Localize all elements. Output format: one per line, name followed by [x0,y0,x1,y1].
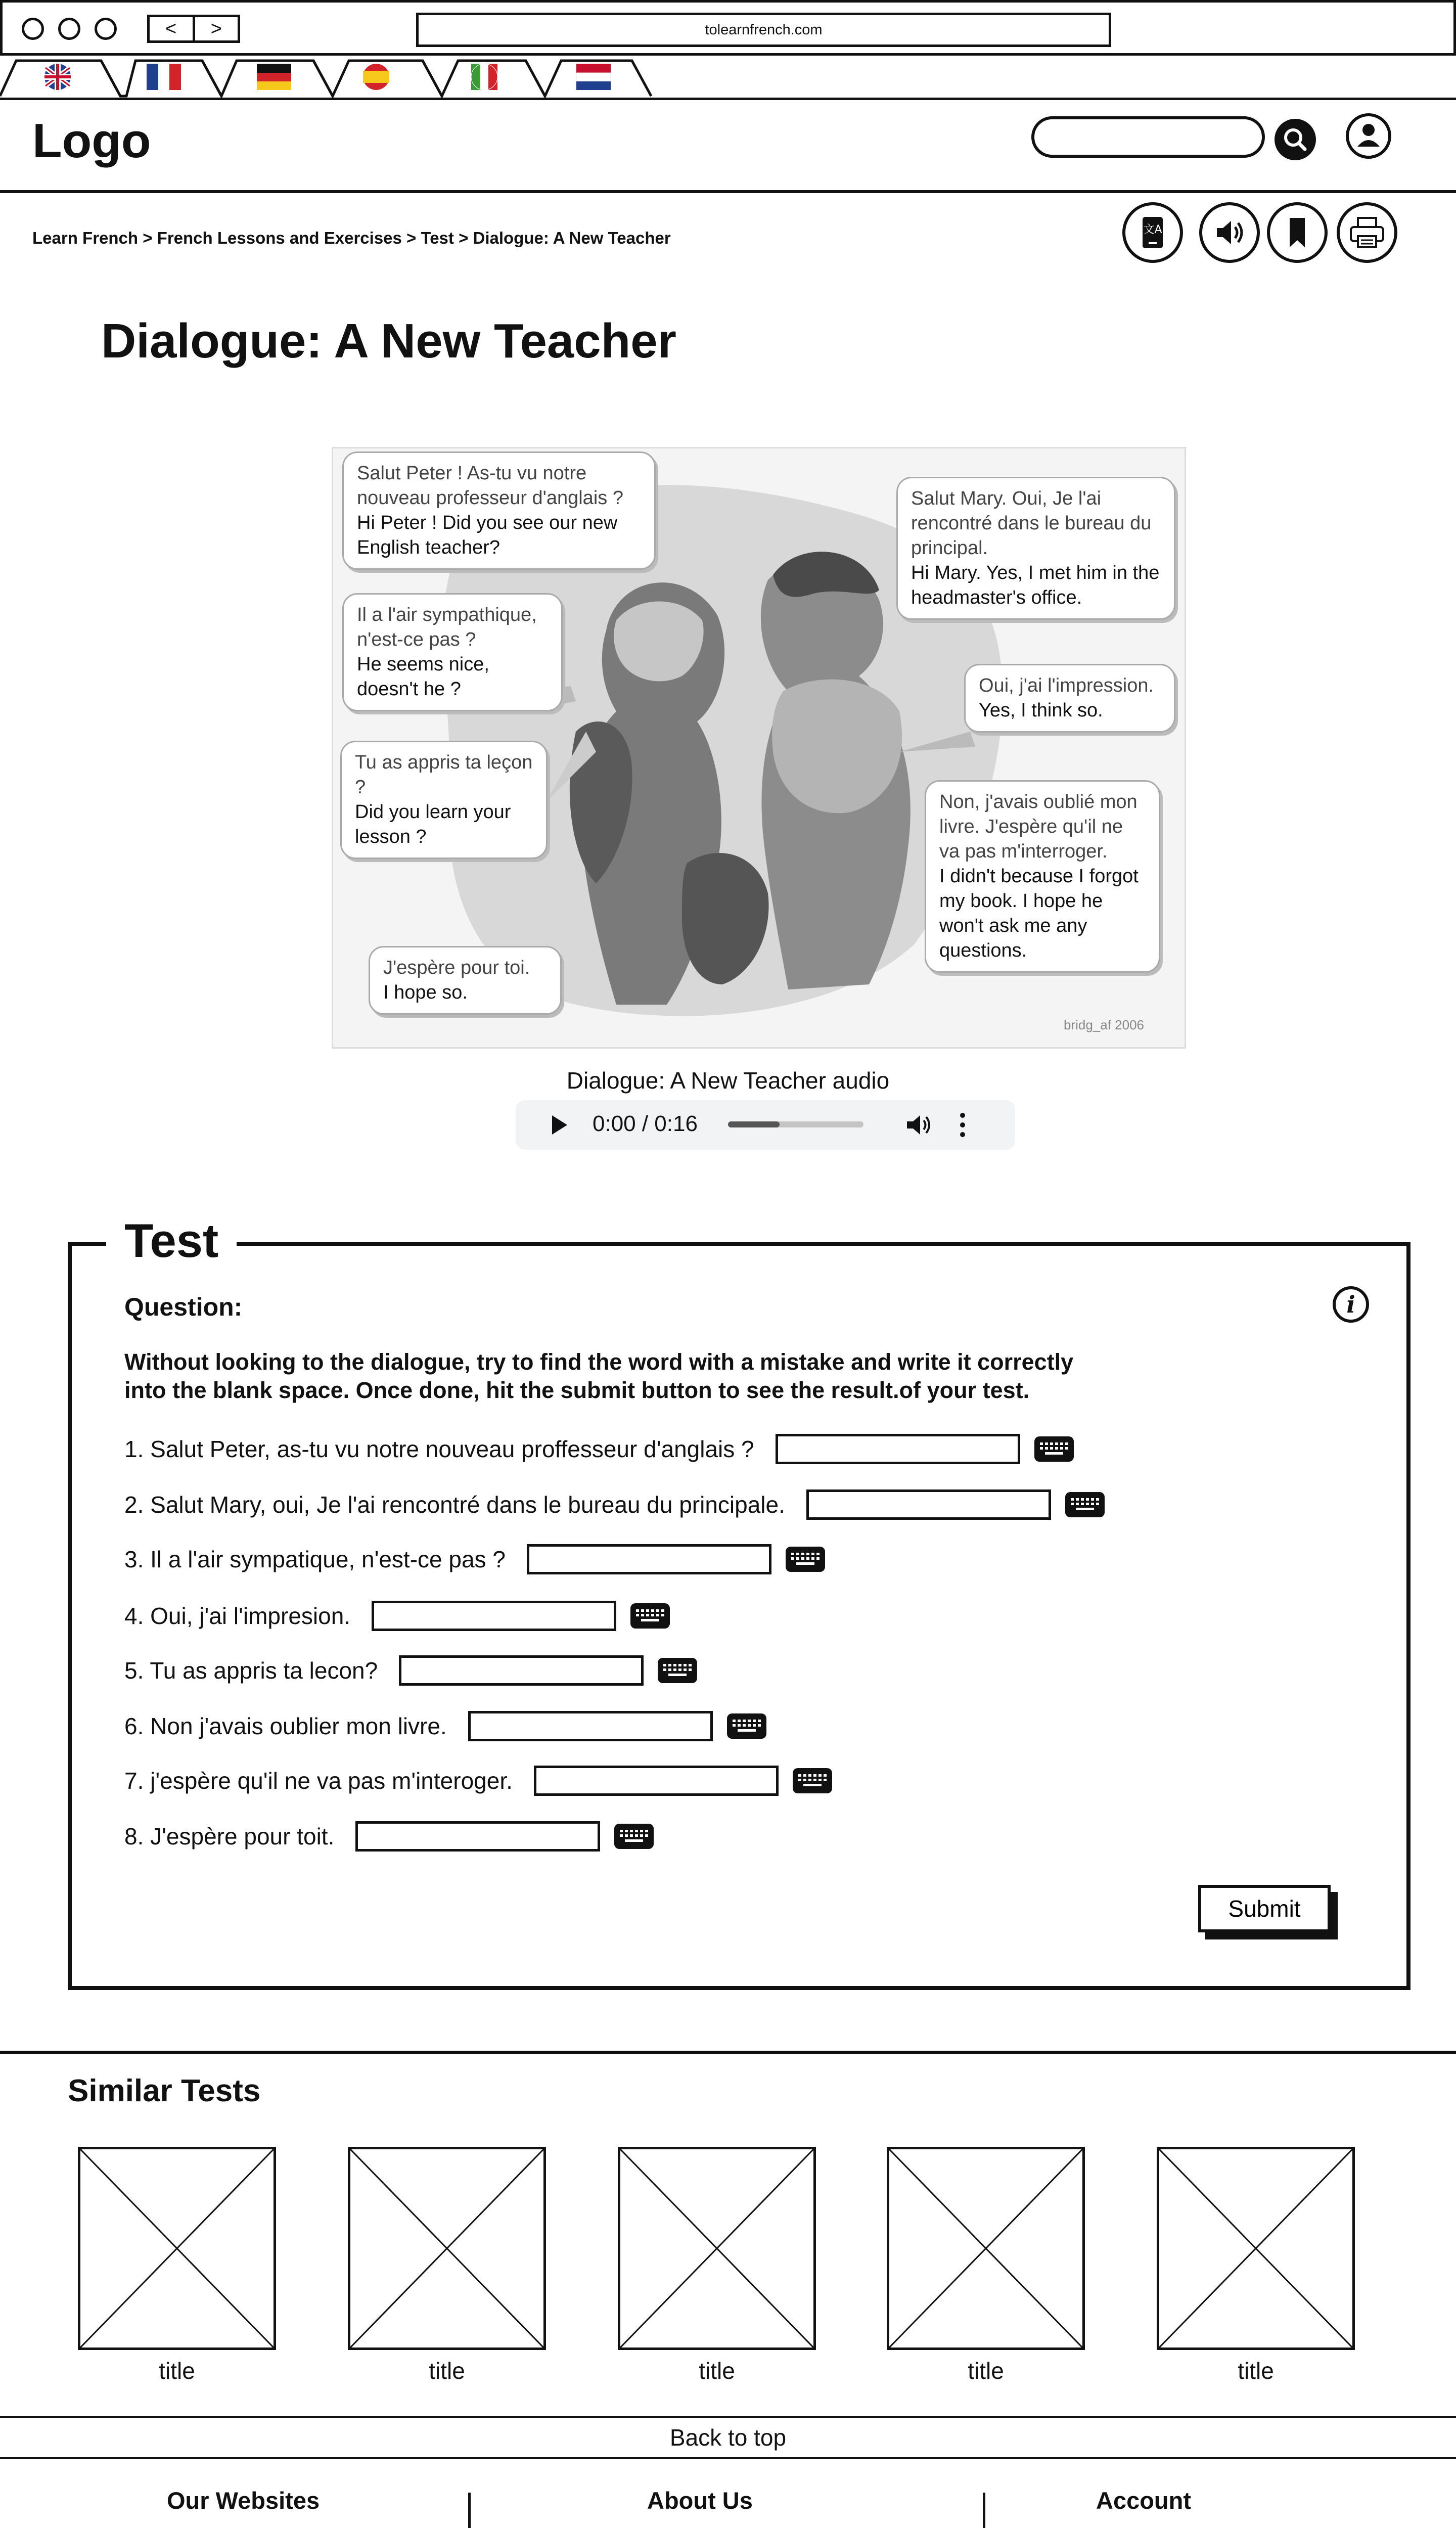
footer-about [647,2487,806,2528]
footer-divider [983,2493,985,2528]
audio-caption: Dialogue: A New Teacher audio [566,1067,890,1094]
thumbnail-title[interactable]: title [1238,2358,1274,2384]
more-options-icon[interactable] [958,1111,968,1139]
germany-flag-icon[interactable] [257,63,291,91]
bubble-french-text: Non, j'avais oublié mon livre. J'espère qu'il ne va pas m'interroger. [939,791,1138,862]
keyboard-icon[interactable] [786,1547,825,1572]
italy-flag-icon[interactable] [467,63,502,91]
bubble-english-text: I hope so. [383,982,468,1003]
svg-text:文A: 文A [1143,223,1162,236]
question-text: 1. Salut Peter, as-tu vu notre nouveau proffesseur d'anglais ? [124,1436,754,1462]
question-row [124,1600,670,1632]
footer-account [1096,2487,1200,2528]
window-maximize-control[interactable] [95,18,117,40]
section-divider [0,2051,1456,2054]
spain-flag-icon[interactable] [359,63,393,91]
keyboard-icon[interactable] [727,1713,766,1739]
bubble-french-text: Tu as appris ta leçon ? [355,752,533,798]
speech-bubble [369,946,562,1015]
bubble-french-text: Salut Mary. Oui, Je l'ai rencontré dans le bureau du principal. [911,488,1152,559]
footer-websites [167,2487,331,2528]
audio-progress-fill [728,1121,780,1127]
answer-input[interactable] [468,1711,713,1741]
speech-bubble [342,593,563,711]
bubble-english-text: I didn't because I forgot my book. I hope he won't ask me any questions. [939,866,1139,961]
answer-input[interactable] [372,1601,616,1631]
image-watermark: bridg_af 2006 [1063,1017,1144,1032]
keyboard-icon[interactable] [1034,1436,1074,1462]
thumbnail-title[interactable]: title [429,2358,465,2384]
speech-bubble [896,477,1175,620]
question-text: 5. Tu as appris ta lecon? [124,1657,378,1684]
question-text: 2. Salut Mary, oui, Je l'ai rencontré dans le bureau du principale. [124,1492,785,1518]
keyboard-icon[interactable] [1065,1492,1105,1517]
test-thumbnail[interactable] [1157,2147,1355,2350]
footer-divider [468,2493,471,2528]
question-text: 3. Il a l'air sympatique, n'est-ce pas ? [124,1546,506,1572]
question-text: 8. J'espère pour toit. [124,1823,335,1849]
dialogue-illustration [332,447,1186,1049]
window-minimize-control[interactable] [58,18,80,40]
thumbnail-title[interactable]: title [968,2358,1004,2384]
question-label: Question: [124,1293,243,1321]
audio-time: 0:00 / 0:16 [593,1111,698,1136]
speech-bubble [340,741,548,859]
bubble-french-text: Oui, j'ai l'impression. [979,675,1154,696]
chevron-left-icon[interactable]: < [150,17,195,40]
question-row [124,1654,697,1687]
bubble-english-text: He seems nice, doesn't he ? [357,654,489,700]
thumbnail-title[interactable]: title [699,2358,735,2384]
search-input[interactable] [1031,116,1265,158]
answer-input[interactable] [355,1821,600,1852]
bubble-english-text: Hi Peter ! Did you see our new English teacher? [357,512,618,558]
answer-input[interactable] [534,1766,779,1796]
volume-icon[interactable] [905,1112,933,1138]
bubble-english-text: Yes, I think so. [979,700,1103,721]
bubble-english-text: Hi Mary. Yes, I met him in the headmaster's office. [911,562,1160,608]
keyboard-icon[interactable] [630,1603,670,1629]
bubble-french-text: Il a l'air sympathique, n'est-ce pas ? [357,604,537,650]
footer-heading: Our Websites [167,2487,320,2514]
netherlands-flag-icon[interactable] [576,63,611,91]
speech-bubble [342,452,656,570]
breadcrumb[interactable]: Learn French > French Lessons and Exercises > Test > Dialogue: A New Teacher [32,229,671,247]
keyboard-icon[interactable] [793,1768,832,1793]
play-icon[interactable] [548,1113,570,1137]
question-row [124,1765,832,1797]
answer-input[interactable] [527,1544,771,1574]
language-tabs [0,56,1456,100]
audio-player [516,1100,1015,1150]
test-thumbnail[interactable] [618,2147,816,2350]
question-text: 4. Oui, j'ai l'impresion. [124,1603,351,1629]
keyboard-icon[interactable] [658,1658,697,1683]
answer-input[interactable] [806,1489,1051,1520]
back-to-top-link[interactable]: Back to top [0,2416,1456,2459]
similar-tests-heading: Similar Tests [68,2073,261,2108]
answer-input[interactable] [776,1434,1020,1464]
search-icon[interactable] [1275,119,1316,160]
bubble-french-text: Salut Peter ! As-tu vu notre nouveau professeur d'anglais ? [357,463,623,509]
uk-flag-icon[interactable] [40,63,75,91]
tab-outlines [0,56,1456,100]
keyboard-icon[interactable] [614,1824,654,1849]
question-row [124,1433,1074,1465]
footer-heading: Account [1096,2487,1191,2514]
test-instructions: Without looking to the dialogue, try to find the word with a mistake and write it correctly into the blank space. Once done, hit the submit button to see the result.of your test. [124,1349,1074,1403]
bubble-english-text: Did you learn your lesson ? [355,801,511,847]
question-text: 7. j'espère qu'il ne va pas m'interoger. [124,1768,513,1794]
submit-button[interactable]: Submit [1198,1885,1331,1932]
test-thumbnail[interactable] [78,2147,276,2350]
address-bar[interactable]: tolearnfrench.com [416,13,1111,47]
chevron-right-icon[interactable]: > [210,18,222,39]
translate-icon[interactable] [1122,202,1183,263]
bubble-french-text: J'espère pour toi. [383,957,530,978]
test-heading: Test [106,1213,237,1268]
question-text: 6. Non j'avais oublier mon livre. [124,1713,447,1739]
audio-progress-track[interactable] [728,1121,863,1127]
bookmark-icon[interactable] [1267,202,1328,263]
footer-heading: About Us [647,2487,753,2514]
answer-input[interactable] [399,1655,644,1686]
printer-icon[interactable] [1337,202,1397,263]
speech-bubble [925,780,1160,973]
window-close-control[interactable] [22,18,44,40]
user-icon[interactable] [1346,113,1391,159]
test-thumbnail[interactable] [887,2147,1085,2350]
page-title: Dialogue: A New Teacher [101,314,677,368]
site-header [0,100,1456,193]
speech-bubble [964,664,1175,733]
question-row [124,1543,825,1575]
speaker-icon[interactable] [1199,202,1260,263]
history-nav [147,15,240,43]
france-flag-icon[interactable] [147,63,181,91]
thumbnail-title[interactable]: title [159,2358,195,2384]
browser-toolbar [0,0,1456,56]
test-thumbnail[interactable] [348,2147,546,2350]
info-icon[interactable]: i [1333,1286,1369,1323]
question-row [124,1488,1105,1521]
question-row [124,1710,766,1742]
logo[interactable]: Logo [32,114,151,168]
question-row [124,1820,654,1853]
